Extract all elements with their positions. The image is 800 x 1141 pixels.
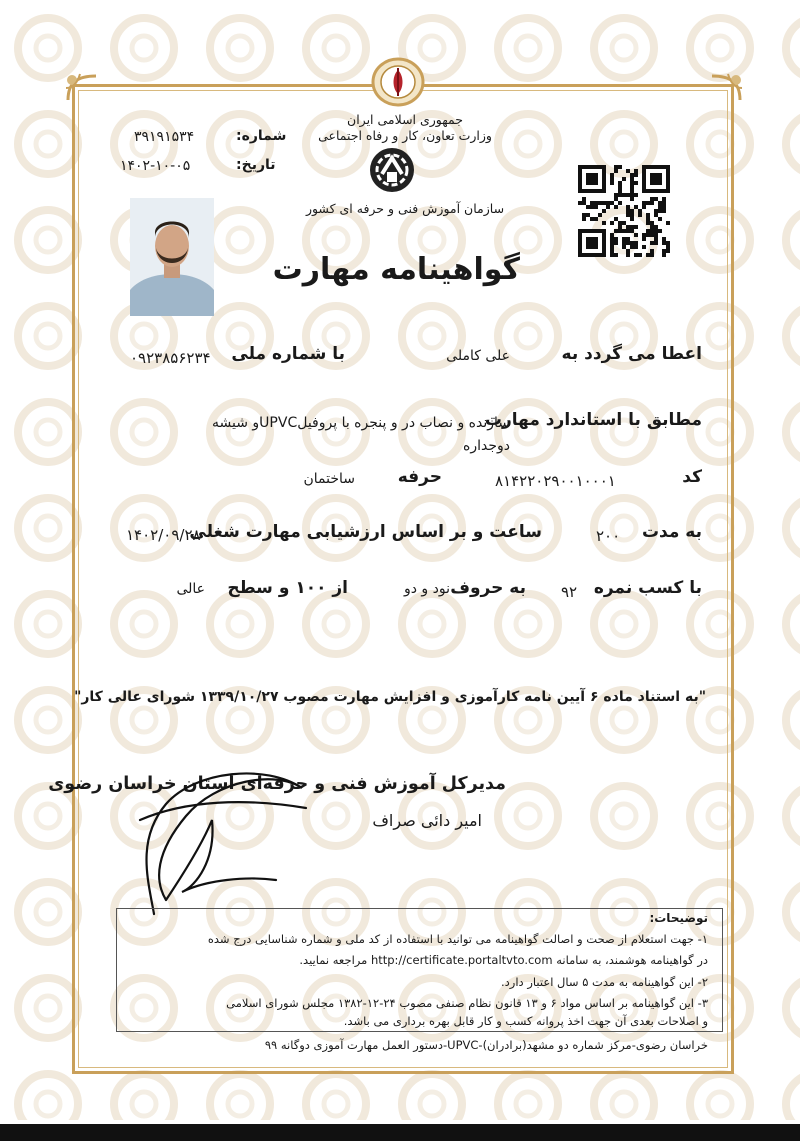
standard-label: مطابق با استاندارد مهارت <box>484 410 702 430</box>
iran-emblem-icon <box>370 56 426 108</box>
granted-to-value: علی کاملی <box>446 348 510 364</box>
trade-label: حرفه <box>397 467 442 487</box>
national-id-value: ۰۹۲۳۸۵۶۲۳۴ <box>130 349 211 367</box>
legal-basis: "به استناد ماده ۶ آیین نامه کارآموزی و افزایش مهارت مصوب ۱۳۳۹/۱۰/۲۷ شورای عالی کار" <box>74 689 706 705</box>
header-ministry: وزارت تعاون، کار و رفاه اجتماعی <box>318 128 492 143</box>
granted-to-label: اعطا می گردد به <box>561 344 702 364</box>
footer-line: خراسان رضوی-مرکز شماره دو مشهد(برادران)-UPVC-دستور العمل مهارت آموزی دوگانه ۹۹ <box>264 1038 708 1052</box>
person-photo <box>130 198 214 316</box>
number-label: شماره: <box>236 128 287 144</box>
certificate-title: گواهینامه مهارت <box>272 252 520 287</box>
note-line-2: در گواهینامه هوشمند، به سامانه http://certificate.portaltvto.com مراجعه نمایید. <box>299 953 708 967</box>
number-value: ۳۹۱۹۱۵۳۴ <box>134 129 195 145</box>
tvto-logo-icon <box>368 146 416 194</box>
signatory-name: امیر دائی صراف <box>372 811 482 830</box>
note-line-3: ۲- این گواهینامه به مدت ۵ سال اعتبار دارد. <box>501 975 708 989</box>
signatory-title: مدیرکل آموزش فنی و حرفه‌ای استان خراسان رضوی <box>48 774 506 794</box>
hours-label: ساعت و بر اساس ارزشیابی مهارت شغلی <box>189 522 542 542</box>
evaluation-date: ۱۴۰۲/۰۹/۲۸ <box>126 526 201 544</box>
header-country: جمهوری اسلامی ایران <box>347 112 463 127</box>
note-line-5: و اصلاحات بعدی آن جهت اخذ پروانه کسب و کار قابل بهره برداری می باشد. <box>343 1014 708 1028</box>
bottom-bar <box>0 1124 800 1141</box>
letters-label: به حروف <box>450 578 526 598</box>
date-label: تاریخ: <box>236 157 276 173</box>
code-label: کد <box>682 467 702 487</box>
note-line-1: ۱- جهت استعلام از صحت و اصالت گواهینامه می توانید با استفاده از کد ملی و شماره شناسایی درج شده <box>207 932 708 946</box>
standard-value-line2: دوجداره <box>463 438 510 454</box>
code-value: ۸۱۴۲۲۰۲۹۰۰۱۰۰۰۱ <box>495 472 616 490</box>
standard-value-line1: سازنده و نصاب در و پنجره با پروفیلUPVCو شیشه <box>212 415 510 431</box>
level-value: عالی <box>176 581 205 597</box>
out-of-level-label: از ۱۰۰ و سطح <box>227 578 348 598</box>
corner-ornament-icon <box>62 70 108 116</box>
corner-ornament-icon <box>700 70 746 116</box>
note-line-4: ۳- این گواهینامه بر اساس مواد ۶ و ۱۳ قانون نظام صنفی مصوب ۲۴-۱۲-۱۳۸۲ مجلس شورای اسلامی <box>226 996 708 1010</box>
date-value: ۱۴۰۲-۱۰-۰۵ <box>120 158 191 174</box>
trade-value: ساختمان <box>303 471 355 487</box>
signature <box>126 760 316 920</box>
notes-heading: توضیحات: <box>649 911 708 925</box>
letters-value: نود و دو <box>403 581 450 597</box>
header-organization: سازمان آموزش فنی و حرفه ای کشور <box>305 201 505 216</box>
score-value: ۹۲ <box>561 583 578 601</box>
national-id-label: با شماره ملی <box>231 344 345 364</box>
score-label: با کسب نمره <box>593 578 702 598</box>
qr-code <box>578 165 670 257</box>
duration-label: به مدت <box>641 522 702 542</box>
duration-value: ۲۰۰ <box>596 527 621 545</box>
